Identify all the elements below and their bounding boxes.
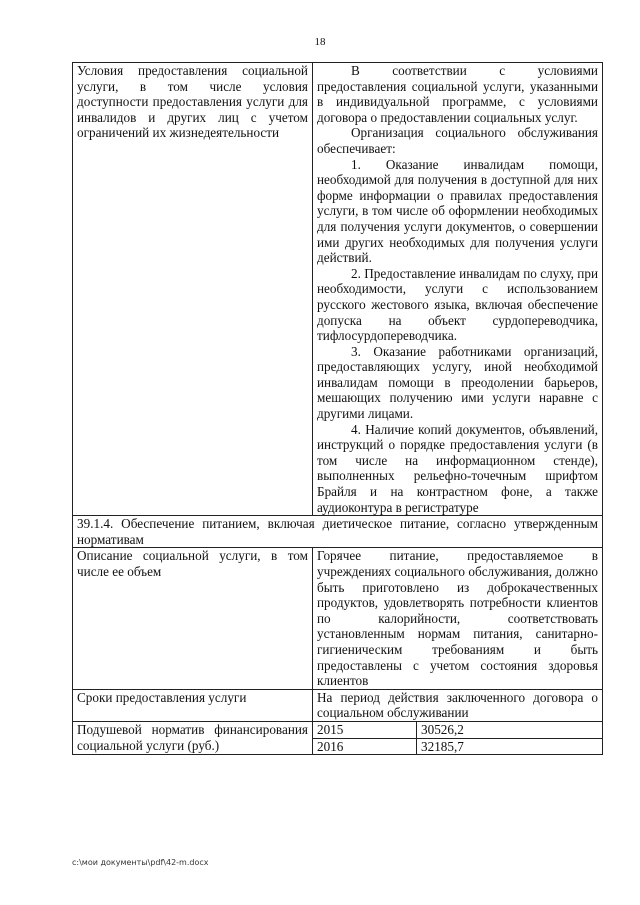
section-header: 39.1.4. Обеспечение питанием, включая диетическое питание, согласно утвержденным нормативам <box>73 516 603 548</box>
table-row <box>73 63 603 516</box>
terms-value: На период действия заключенного договора о социальном обслуживании <box>313 689 603 721</box>
financing-year: 2015 <box>313 721 417 738</box>
table-row <box>73 689 603 721</box>
conditions-item: 1. Оказание инвалидам помощи, необходимой для получения в доступной для них форме информации о правилах предоставления услуги, в том числе об оформлении необходимых для получения услуги документов, о совершении ими других необходимых для получения услуги действий. <box>317 156 598 266</box>
terms-label: Сроки предоставления услуги <box>73 689 313 721</box>
conditions-label: Условия предоставления социальной услуги, в том числе условия доступности предоставления услуги для инвалидов и других лиц с учетом ограничений их жизнедеятельности <box>73 63 313 516</box>
financing-amount: 32185,7 <box>417 738 603 755</box>
conditions-paragraph: В соответствии с условиями предоставления социальной услуги, указанными в индивидуальной программе, с условиями договора о предоставлении социальных услуг. <box>317 63 598 125</box>
conditions-item: 4. Наличие копий документов, объявлений, инструкций о порядке предоставления услуги (в том числе на информационном стенде), выполненных рельефно-точечным шрифтом Брайля и на контрастном фоне, а также аудиоконтура в регистратуре <box>317 421 598 515</box>
description-value: Горячее питание, предоставляемое в учреждениях социального обслуживания, должно быть приготовлено из доброкачественных продуктов, удовлетворять потребности клиентов по калорийности, соответствовать установленным нормам питания, санитарно-гигиеническим требованиям и быть предоставлены с учетом состояния здоровья клиентов <box>313 548 603 689</box>
description-label: Описание социальной услуги, в том числе ее объем <box>73 548 313 689</box>
footer-file-path: c:\мои документы\pdf\42-m.docx <box>72 858 209 867</box>
table-row <box>73 548 603 689</box>
conditions-item: 2. Предоставление инвалидам по слуху, при необходимости, услуги с использованием русского жестового языка, включая обеспечение допуска на объект сурдопереводчика, тифлосурдопереводчика. <box>317 265 598 344</box>
financing-amount: 30526,2 <box>417 721 603 738</box>
page-number: 18 <box>314 36 326 48</box>
conditions-item: 3. Оказание работниками организаций, предоставляющих услугу, иной необходимой инвалидам помощи в преодолении барьеров, мешающих получению ими услуги наравне с другими лицами. <box>317 343 598 422</box>
conditions-paragraph: Организация социального обслуживания обеспечивает: <box>317 125 598 156</box>
financing-year: 2016 <box>313 738 417 755</box>
conditions-value <box>313 63 603 516</box>
financing-label: Подушевой норматив финансирования социальной услуги (руб.) <box>73 721 313 754</box>
service-standard-table <box>72 62 603 755</box>
table-row <box>73 516 603 548</box>
table-row <box>73 721 603 738</box>
